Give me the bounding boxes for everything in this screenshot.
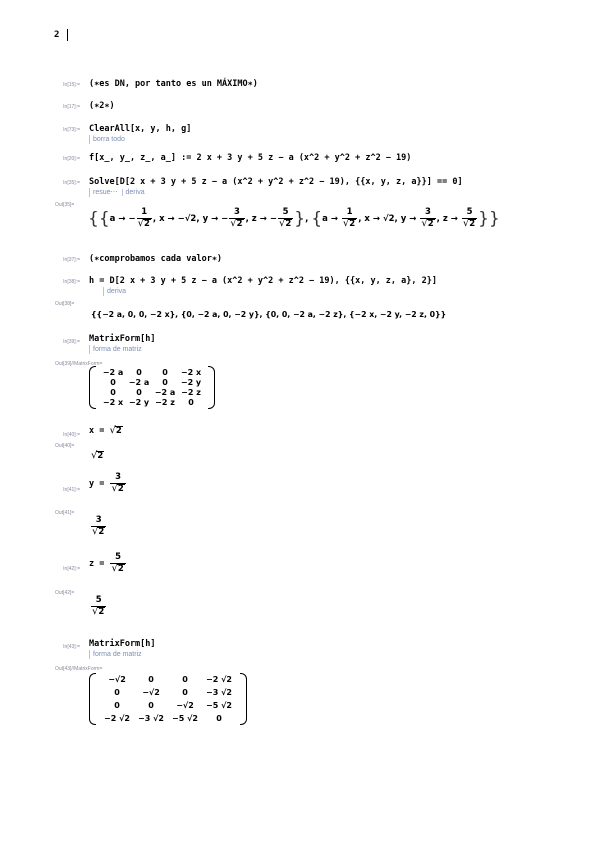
input-label: In[40]:= (63, 432, 80, 438)
input-label: In[17]:= (63, 104, 80, 110)
matrix-cell: −2 √2 (206, 675, 232, 684)
radical: √ (342, 217, 350, 229)
radical: √ (91, 450, 98, 461)
fraction (91, 596, 106, 618)
radical: √ (230, 217, 237, 229)
function-hint[interactable] (103, 287, 130, 296)
output-label: Out[38]= (55, 301, 75, 307)
output-value (90, 596, 107, 618)
matrix-cell: 0 (182, 688, 188, 697)
code-lhs: y = (89, 478, 105, 489)
arrow: → (259, 213, 267, 224)
matrix-cell: 0 (114, 701, 120, 710)
radical: √ (109, 425, 116, 436)
brace-close: } (294, 208, 306, 229)
numerator: 3 (95, 515, 102, 525)
matrix-cell: −2 y (180, 378, 202, 387)
input-label: In[42]:= (63, 566, 80, 572)
matrix-cell: −3 √2 (206, 688, 232, 697)
matrix-cell: −√2 (142, 688, 160, 697)
matrix-cell: −5 √2 (206, 701, 232, 710)
radicand: 2 (469, 218, 476, 229)
fraction (110, 553, 125, 575)
output-label: Out[35]= (55, 202, 75, 208)
hessian-output: {{−2 a, 0, 0, −2 x}, {0, −2 a, 0, −2 y}, {0, 0, −2 a, −2 z}, {−2 x, −2 y, −2 z, 0}} (91, 310, 447, 319)
solve-output (88, 208, 500, 230)
input-cell-matrixform[interactable]: MatrixForm[h] (89, 334, 156, 344)
output-label: Out[40]= (55, 443, 75, 449)
value-x: −√2 (177, 213, 197, 224)
matrix-cell: −2 a (154, 388, 176, 397)
matrix-cell: −√2 (108, 675, 126, 684)
matrix-cell: 0 (148, 675, 154, 684)
matrix-cell: 0 (110, 388, 116, 397)
arrow: → (409, 213, 417, 224)
comma: , (245, 213, 249, 224)
paren-left (89, 366, 96, 409)
input-label: In[35]:= (63, 180, 80, 186)
input-label: In[38]:= (63, 279, 80, 285)
hint-text: forma de matriz (93, 651, 142, 658)
brace-open: { (311, 208, 323, 229)
radicand: 2 (117, 483, 124, 494)
var-z: z (251, 213, 257, 224)
numerator: 5 (466, 207, 473, 217)
page-number: 2 (54, 30, 60, 40)
output-value (91, 451, 104, 461)
matrix-cell: −2 √2 (104, 714, 130, 723)
matrix-cell: 0 (216, 714, 222, 723)
brace-close: } (478, 208, 489, 229)
matrix-cell: −2 x (102, 398, 124, 407)
output-label: Out[39]//MatrixForm= (55, 361, 103, 367)
comma: , (305, 213, 309, 224)
input-cell-assign-z[interactable] (89, 553, 127, 575)
numerator: 3 (425, 207, 431, 217)
sign: − (269, 213, 277, 224)
arrow: → (330, 213, 338, 224)
var-y: y (400, 213, 407, 224)
brace-close: } (489, 208, 500, 229)
comma: , (152, 213, 157, 224)
matrix-grid (96, 673, 240, 725)
brace-open: { (88, 208, 99, 229)
hint-text: deriva (107, 288, 127, 295)
comma: , (394, 213, 398, 224)
matrix-cell: 0 (182, 675, 188, 684)
solution-1 (110, 208, 295, 230)
radical: √ (137, 217, 144, 229)
output-value (90, 516, 107, 538)
input-cell-clearall[interactable]: ClearAll[x, y, h, g] (89, 124, 192, 134)
arrow: → (372, 213, 380, 224)
arrow: → (167, 213, 175, 224)
fraction (137, 208, 152, 230)
value-x: √2 (382, 213, 395, 224)
radicand: 2 (236, 218, 243, 229)
input-label: In[37]:= (63, 257, 80, 263)
radicand: 2 (143, 218, 150, 229)
var-a: a (109, 213, 116, 224)
radicand: 2 (117, 563, 124, 574)
function-hint[interactable] (89, 650, 146, 659)
matrix-cell: 0 (148, 701, 154, 710)
numerator: 5 (115, 552, 122, 562)
input-cell-define-f[interactable]: f[x_, y_, z_, a_] := 2 x + 3 y + 5 z − a (x^2 + y^2 + z^2 − 19) (89, 153, 412, 163)
matrix-cell: −5 √2 (172, 714, 198, 723)
comma: , (196, 213, 200, 224)
matrix-cell: 0 (114, 688, 120, 697)
radicand: 2 (115, 426, 122, 436)
paren-right (208, 366, 215, 409)
input-cell-comment[interactable]: (∗es DN, por tanto es un MÁXIMO∗) (89, 79, 258, 89)
matrix-cell: −2 a (128, 378, 150, 387)
output-label: Out[42]= (55, 590, 75, 596)
radical: √ (92, 525, 99, 537)
matrix-cell: 0 (136, 388, 142, 397)
matrix-cell: −2 z (155, 398, 175, 407)
fraction (229, 208, 244, 230)
radical: √ (111, 482, 118, 494)
hint-text: forma de matriz (93, 346, 142, 353)
input-cell-assign-x[interactable] (89, 426, 123, 436)
input-cell-comment[interactable]: (∗comprobamos cada valor∗) (89, 254, 223, 264)
radicand: 2 (97, 451, 104, 461)
matrix-output (89, 366, 215, 409)
numerator: 5 (95, 595, 102, 605)
radical: √ (278, 217, 286, 229)
radicand: 2 (98, 526, 105, 537)
input-cell-hessian[interactable]: h = D[2 x + 3 y + 5 z − a (x^2 + y^2 + z^2 − 19), {{x, y, z, a}, 2}] (89, 276, 437, 286)
matrix-cell: 0 (162, 368, 168, 377)
input-cell-matrixform[interactable]: MatrixForm[h] (89, 639, 156, 649)
radicand: 2 (98, 606, 105, 617)
matrix-cell: 0 (188, 398, 194, 407)
var-y: y (202, 213, 209, 224)
fraction (342, 208, 357, 230)
input-cell-solve[interactable]: Solve[D[2 x + 3 y + 5 z − a (x^2 + y^2 + z^2 − 19), {{x, y, z, a}}] == 0] (89, 177, 463, 187)
radical: √ (111, 562, 118, 574)
brace-open: { (98, 208, 110, 229)
radical: √ (462, 217, 470, 229)
fraction (420, 208, 435, 230)
arrow: → (118, 213, 126, 224)
output-label: Out[41]= (55, 510, 75, 516)
matrix-cell: −2 y (128, 398, 150, 407)
numerator: 5 (282, 207, 289, 217)
paren-left (89, 673, 96, 725)
fraction (462, 208, 477, 230)
numerator: 3 (115, 472, 122, 482)
function-hint[interactable] (89, 135, 129, 144)
matrix-grid (96, 366, 208, 409)
input-label: In[20]:= (63, 156, 80, 162)
fraction (110, 473, 125, 495)
code-lhs: z = (89, 558, 105, 569)
comma: , (358, 213, 362, 224)
output-label: Out[43]//MatrixForm= (55, 666, 103, 672)
sign: − (221, 213, 229, 224)
radicand: 2 (427, 218, 434, 229)
radicand: 2 (349, 218, 356, 229)
input-label: In[39]:= (63, 339, 80, 345)
radical: √ (92, 605, 99, 617)
matrix-cell: −2 z (181, 388, 201, 397)
matrix-cell: 0 (136, 368, 142, 377)
var-a: a (322, 213, 328, 224)
fraction (91, 516, 106, 538)
var-x: x (159, 213, 165, 224)
numerator: 3 (233, 207, 240, 217)
hint-text: deriva (122, 189, 145, 196)
function-hint[interactable] (89, 188, 149, 197)
input-cell-assign-y[interactable] (89, 473, 127, 495)
code-lhs: x = (89, 426, 105, 437)
page-number-divider (67, 29, 68, 41)
fraction (278, 208, 293, 230)
sign: − (128, 213, 136, 224)
matrix-cell: −2 a (102, 368, 124, 377)
input-cell-comment[interactable]: (∗2∗) (89, 101, 115, 111)
solution-2 (322, 208, 478, 230)
comma: , (436, 213, 440, 224)
hint-text: borra todo (93, 136, 125, 143)
input-label: In[41]:= (63, 487, 80, 493)
input-label: In[43]:= (63, 644, 80, 650)
numerator: 1 (346, 207, 353, 217)
numerator: 1 (141, 207, 148, 217)
radical: √ (421, 217, 428, 229)
hint-text: resue⋯ (93, 189, 118, 196)
matrix-cell: −3 √2 (138, 714, 164, 723)
paren-right (240, 673, 247, 725)
arrow: → (450, 213, 458, 224)
var-x: x (364, 213, 370, 224)
matrix-output (89, 673, 247, 725)
matrix-cell: −2 x (180, 368, 202, 377)
input-label: In[73]:= (63, 127, 80, 133)
matrix-cell: 0 (162, 378, 168, 387)
radicand: 2 (285, 218, 292, 229)
input-label: In[15]:= (63, 82, 80, 88)
var-z: z (442, 213, 448, 224)
arrow: → (211, 213, 219, 224)
matrix-cell: −√2 (176, 701, 194, 710)
matrix-cell: 0 (110, 378, 116, 387)
function-hint[interactable] (89, 345, 146, 354)
